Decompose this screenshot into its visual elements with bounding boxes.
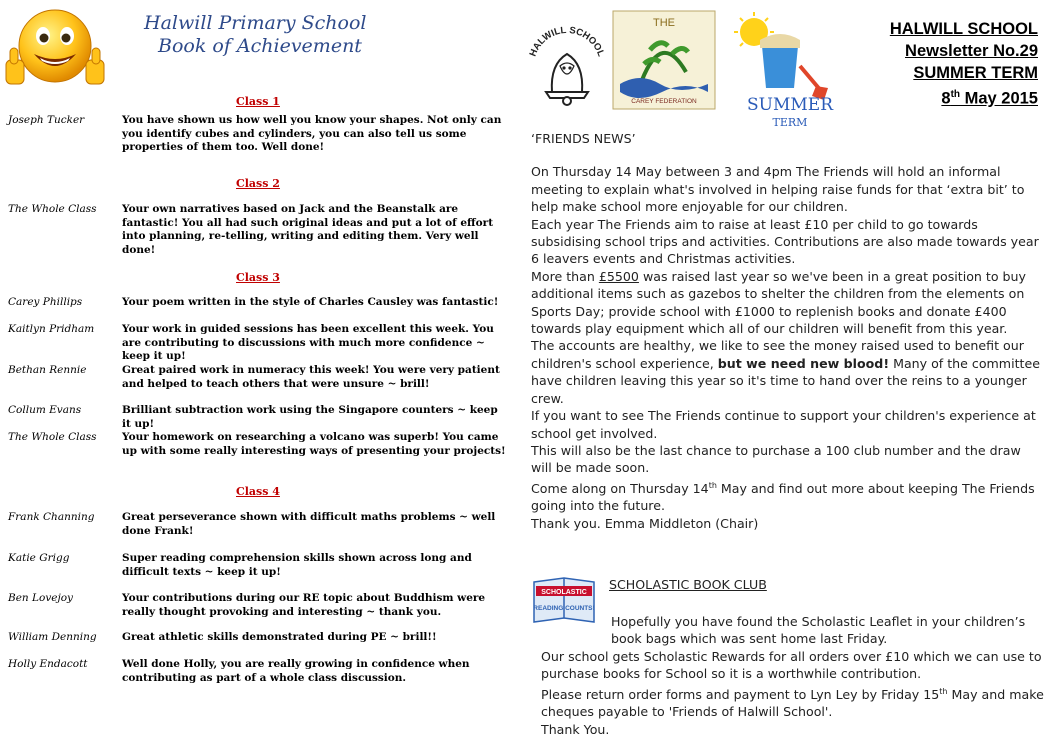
- achievement-name: Frank Channing: [8, 511, 95, 523]
- achievement-name: Ben Lovejoy: [8, 592, 73, 604]
- scholastic-paragraph: Please return order forms and payment to Lyn Ley by Friday 15th May and make cheques payable to 'Friends of Halwill School'.: [541, 686, 1044, 720]
- friends-paragraph: On Thursday 14 May between 3 and 4pm The Friends will hold an informal meeting to explain what's involved in helping raise funds for that ‘extra bit’ to help make school more enjoyable for our children.: [531, 164, 1025, 215]
- friends-paragraph: Each year The Friends aim to raise at least £10 per child to go towards subsidising school trips and activities. Contributions are also made towards year 6 leavers events and Christmas activities.: [531, 216, 1039, 267]
- carey-federation-logo: [612, 10, 716, 110]
- newsletter-masthead: [820, 18, 1038, 110]
- scholastic-section: [541, 613, 1045, 738]
- book-of-achievement-heading: [144, 12, 404, 58]
- carey-logo-bottom-text: CAREY FEDERATION: [631, 98, 697, 105]
- halwill-school-bell-logo: [524, 8, 610, 112]
- class-2-heading: Class 2: [236, 177, 280, 190]
- achievement-text: Well done Holly, you are really growing in confidence when contributing as part of a whole class discussion.: [122, 658, 470, 684]
- achievement-text: Your work in guided sessions has been excellent this week. You are contributing to discussions with much more confidence ~ keep it up!: [122, 323, 494, 362]
- amount-raised: £5500: [598, 268, 639, 284]
- achievement-text: Your homework on researching a volcano was superb! You came up with some really interesting ways of presenting your projects!: [122, 431, 506, 457]
- achievement-text: Your own narratives based on Jack and the Beanstalk are fantastic! You all had such original ideas and put a lot of effort into planning, re-telling, writing and editing them. Very well done!: [122, 203, 494, 256]
- class-4-heading: Class 4: [236, 485, 280, 498]
- achievement-name: Bethan Rennie: [8, 364, 87, 376]
- achievement-text: Your contributions during our RE topic about Buddhism were really thought provoking and interesting ~ thank you.: [122, 592, 486, 618]
- class-3-heading: Class 3: [236, 271, 280, 284]
- book-title-line1: Halwill Primary School: [144, 12, 367, 34]
- masthead-date: 8th May 2015: [941, 89, 1038, 108]
- summer-logo-text: SUMMER: [747, 95, 833, 115]
- scholastic-signoff: Thank You.: [541, 721, 610, 737]
- friends-paragraph: This will also be the last chance to purchase a 100 club number and the draw will be made soon.: [531, 442, 1021, 476]
- achievement-text: Great perseverance shown with difficult maths problems ~ well done Frank!: [122, 511, 496, 537]
- masthead-issue: Newsletter No.29: [905, 42, 1038, 60]
- friends-paragraph: More than £5500 was raised last year so we've been in a great position to buy additional items such as gazebos to shelter the children from the elements on Sports Day; provide school with £1000 to replenish books and donate £400 towards play equipment which all of our children will benefit from this year.: [531, 268, 1026, 337]
- achievement-name: Joseph Tucker: [8, 114, 85, 126]
- new-blood-callout: but we need new blood!: [717, 355, 890, 371]
- achievement-text: Your poem written in the style of Charles Causley was fantastic!: [122, 296, 499, 308]
- book-title-line2: Book of Achievement: [158, 35, 362, 57]
- achievement-name: William Denning: [8, 631, 97, 643]
- masthead-term: SUMMER TERM: [913, 64, 1038, 82]
- friends-news-section: [531, 130, 1043, 532]
- achievement-text: Great athletic skills demonstrated during PE ~ brill!!: [122, 631, 437, 643]
- achievement-name: The Whole Class: [8, 203, 97, 215]
- achievement-name: The Whole Class: [8, 431, 97, 443]
- scholastic-logo-text: SCHOLASTIC: [541, 589, 587, 596]
- friends-paragraph: The accounts are healthy, we like to see the money raised used to benefit our children's school experience, but we need new blood! Many of the committee have children leaving this year so it's time to hand over the reins to a younger crew.: [531, 338, 1040, 406]
- friends-paragraph: Come along on Thursday 14th May and find out more about keeping The Friends going into the future.: [531, 480, 1035, 514]
- thumbs-up-smiley-image: [4, 4, 106, 92]
- achievement-text: You have shown us how well you know your shapes. Not only can you identify cubes and cylinders, you can also tell us some properties of them too. Well done!: [122, 114, 502, 153]
- scholastic-paragraph: Our school gets Scholastic Rewards for all orders over £10 which we can use to purchase books for School so it is a worthwhile contribution.: [541, 648, 1042, 682]
- achievement-name: Katie Grigg: [8, 552, 70, 564]
- achievement-text: Brilliant subtraction work using the Singapore counters ~ keep it up!: [122, 404, 498, 430]
- term-logo-text: TERM: [772, 116, 808, 129]
- achievement-name: Carey Phillips: [8, 296, 83, 308]
- achievement-text: Super reading comprehension skills shown across long and difficult texts ~ keep it up!: [122, 552, 472, 578]
- carey-logo-top-text: THE: [653, 17, 675, 29]
- class-1-heading: Class 1: [236, 95, 280, 108]
- friends-news-title: ‘FRIENDS NEWS’: [531, 131, 636, 146]
- reading-counts-logo-text: READING COUNTS!: [533, 605, 595, 612]
- achievement-text: Great paired work in numeracy this week! You were very patient and helped to teach others that were unsure ~ brill!: [122, 364, 500, 390]
- achievement-name: Collum Evans: [8, 404, 82, 416]
- halwill-logo-text: HALWILL SCHOOL: [527, 24, 607, 59]
- masthead-school: HALWILL SCHOOL: [889, 20, 1038, 38]
- achievement-name: Holly Endacott: [8, 658, 88, 670]
- scholastic-paragraph: Hopefully you have found the Scholastic Leaflet in your children’s book bags which was sent home last Friday.: [611, 614, 1026, 647]
- friends-paragraph: If you want to see The Friends continue to support your children's experience at school get involved.: [531, 408, 1036, 441]
- achievement-name: Kaitlyn Pridham: [8, 323, 95, 335]
- friends-signoff: Thank you. Emma Middleton (Chair): [531, 515, 759, 531]
- scholastic-book-club-title: SCHOLASTIC BOOK CLUB: [609, 577, 767, 592]
